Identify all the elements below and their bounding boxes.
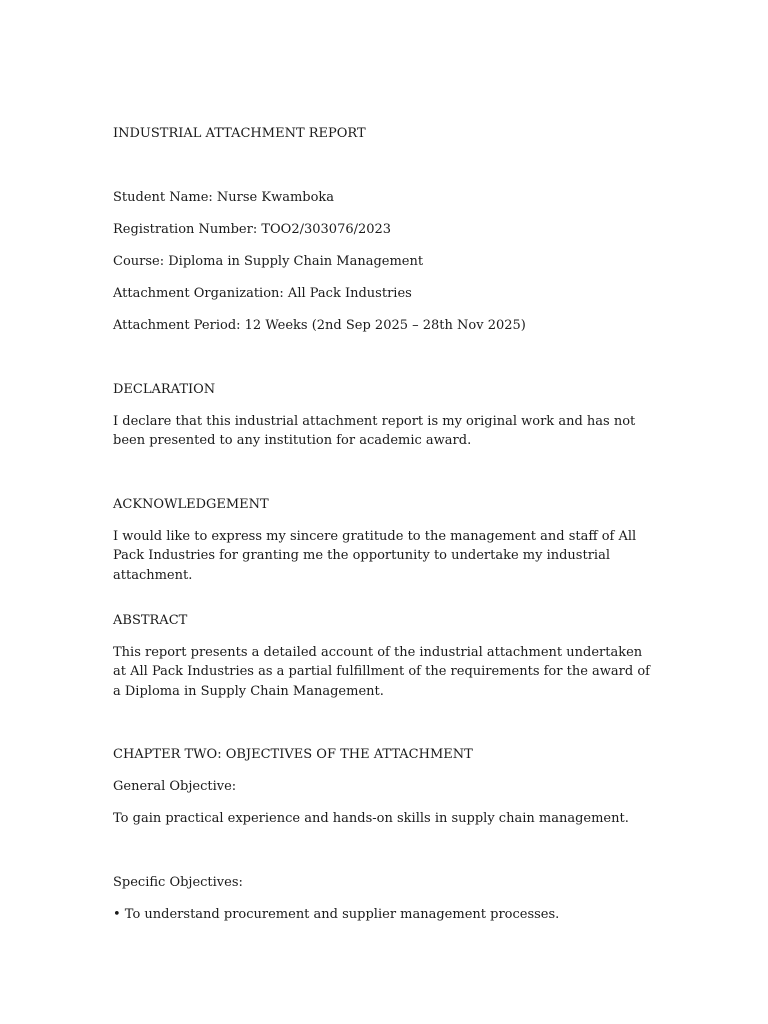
general-objective-label: General Objective: xyxy=(113,779,237,794)
acknowledgement-text: I would like to express my sincere gratitude to the management and staff of All Pack Industries for granting me the opportunity to undertake my industrial attachment. xyxy=(113,529,637,583)
abstract-text: This report presents a detailed account of the industrial attachment undertaken at All Pack Industries as a partial fulfillment of the requirements for the award of a Diploma in Supply Chain Management. xyxy=(113,645,650,699)
acknowledgement-heading: ACKNOWLEDGEMENT xyxy=(113,497,269,512)
chapter-two-heading: CHAPTER TWO: OBJECTIVES OF THE ATTACHMENT xyxy=(113,747,473,762)
registration-number: Registration Number: TOO2/303076/2023 xyxy=(113,222,392,237)
declaration-heading: DECLARATION xyxy=(113,382,216,397)
report-title: INDUSTRIAL ATTACHMENT REPORT xyxy=(113,126,366,141)
attachment-organization: Attachment Organization: All Pack Industries xyxy=(113,286,412,301)
list-item: • To understand procurement and supplier management processes. xyxy=(113,907,560,922)
specific-objectives-label: Specific Objectives: xyxy=(113,875,243,890)
declaration-text: I declare that this industrial attachment report is my original work and has not been presented to any institution for academic award. xyxy=(113,414,636,449)
attachment-period: Attachment Period: 12 Weeks (2nd Sep 2025 – 28th Nov 2025) xyxy=(113,318,526,333)
course: Course: Diploma in Supply Chain Management xyxy=(113,254,424,269)
abstract-heading: ABSTRACT xyxy=(113,613,188,628)
student-name: Student Name: Nurse Kwamboka xyxy=(113,190,335,205)
general-objective-text: To gain practical experience and hands-on skills in supply chain management. xyxy=(113,811,629,826)
